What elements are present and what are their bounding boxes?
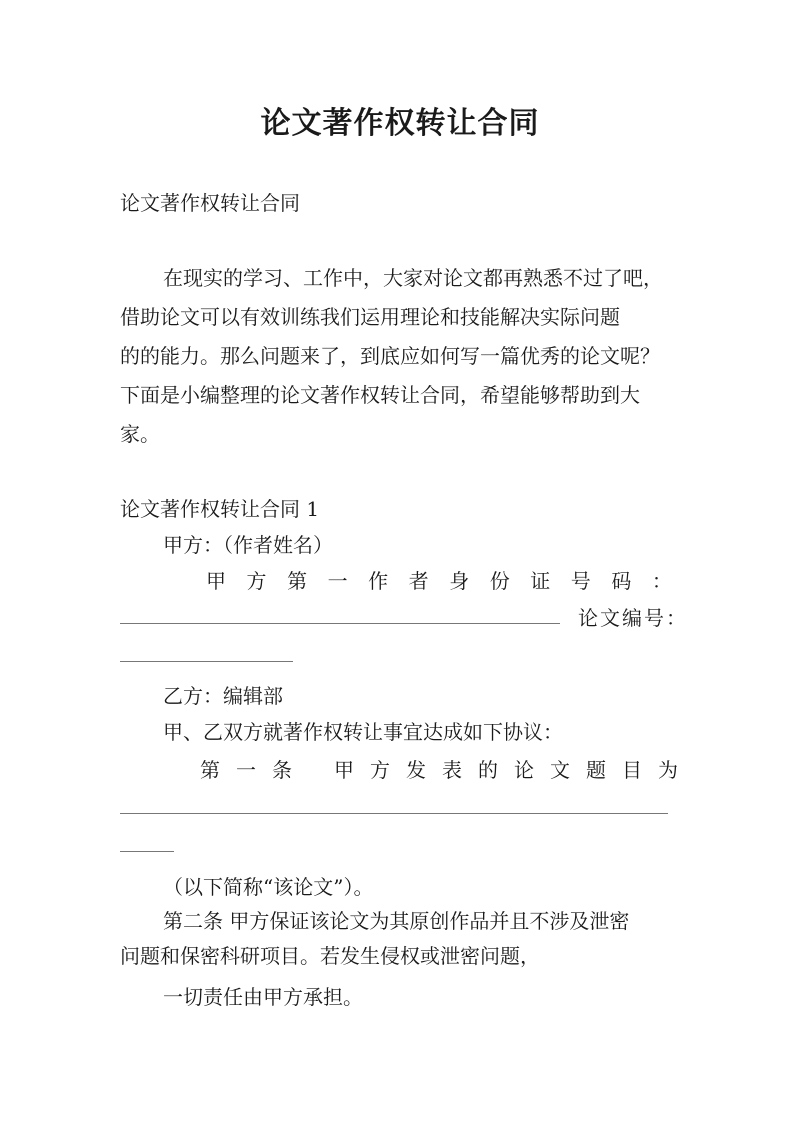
paper-title-blank-continued (120, 851, 174, 852)
paper-number-blank (120, 661, 293, 662)
id-number-blank (120, 623, 560, 624)
document-subtitle: 论文著作权转让合同 (120, 191, 300, 215)
hereinafter-line: （以下简称“该论文”）。 (163, 875, 374, 899)
party-a-line: 甲方：（作者姓名） (163, 533, 333, 557)
intro-line-5: 家。 (120, 422, 160, 446)
page-title: 论文著作权转让合同 (260, 106, 540, 141)
article-1-label: 第 一 条 甲 方 发 表 的 论 文 题 目 为 (200, 758, 678, 782)
article-2-line-1: 第二条 甲方保证该论文为其原创作品并且不涉及泄密 (163, 909, 630, 933)
id-number-label: 甲 方 第 一 作 者 身 份 证 号 码 ： (206, 569, 672, 593)
paper-number-label: 论 文 编 号 ： (578, 606, 686, 630)
article-2-line-3: 一切责任由甲方承担。 (163, 985, 363, 1009)
party-b-line: 乙方：编辑部 (163, 684, 283, 708)
contract-heading: 论文著作权转让合同 1 (120, 497, 320, 521)
intro-line-1: 在现实的学习、工作中，大家对论文都再熟悉不过了吧， (163, 266, 663, 290)
article-2-line-2: 问题和保密科研项目。若发生侵权或泄密问题， (120, 944, 540, 968)
paper-title-blank (120, 813, 668, 814)
agreement-line: 甲、乙双方就著作权转让事宜达成如下协议： (163, 720, 563, 744)
intro-line-2: 借助论文可以有效训练我们运用理论和技能解决实际问题 (120, 305, 620, 329)
intro-line-4: 下面是小编整理的论文著作权转让合同，希望能够帮助到大 (120, 383, 640, 407)
intro-line-3: 的的能力。那么问题来了，到底应如何写一篇优秀的论文呢？ (120, 344, 660, 368)
